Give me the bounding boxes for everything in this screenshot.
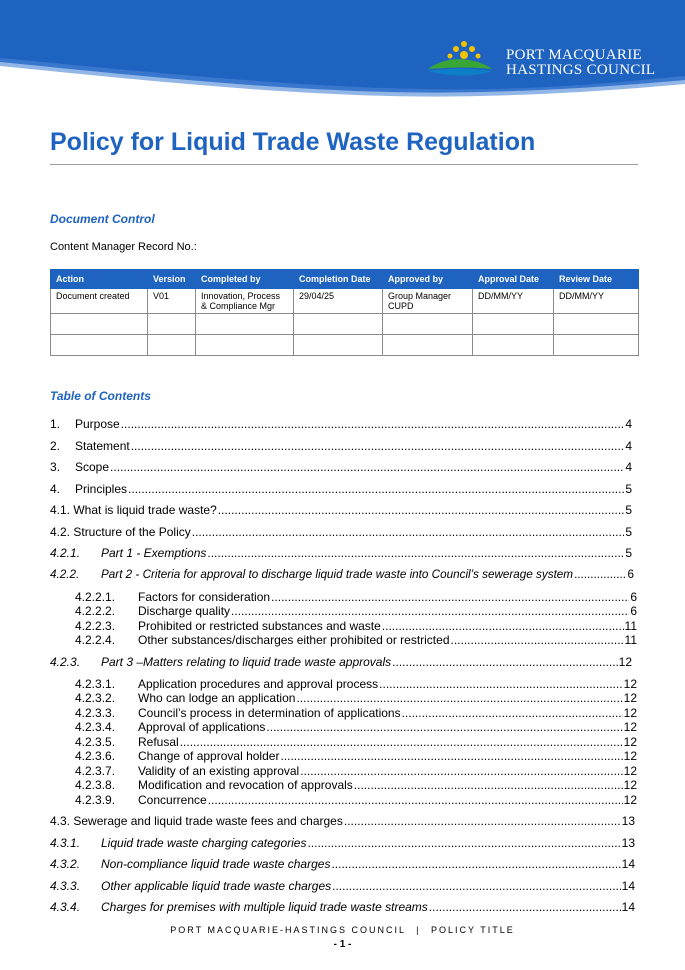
toc-leader [110,460,624,474]
table-cell: Document created [51,289,148,314]
toc-entry-title: Approval of applications [138,720,266,734]
toc-leader [451,633,624,647]
toc-entry-title: Purpose [75,417,120,431]
toc-entry-title: Council’s process in determination of applications [138,706,401,720]
column-header: Action [51,270,148,289]
toc-entry[interactable] [50,814,635,828]
toc-entry[interactable] [50,655,632,669]
toc-leader [180,735,623,749]
toc-entry-number: 4.2.3.6. [75,749,116,763]
toc-entry-page: 5 [625,546,632,560]
toc-entry-page: 12 [623,691,637,705]
table-cell [383,314,473,335]
toc-entry-title: Non-compliance liquid trade waste charges [101,857,331,871]
toc-entry-title: Scope [75,460,110,474]
footer-policy-title: POLICY TITLE [431,925,515,935]
toc-leader [131,439,625,453]
toc-leader [307,836,620,850]
toc-leader [121,417,625,431]
toc-entry[interactable] [50,503,632,517]
toc-entry-title: 4.2. Structure of the Policy [50,525,191,539]
table-cell [148,314,196,335]
toc-entry-title: Statement [75,439,130,453]
toc-leader [208,793,623,807]
toc-entry[interactable] [50,460,632,474]
column-header: Approval Date [473,270,554,289]
toc-entry-title: Validity of an existing approval [138,764,300,778]
toc-entry-number: 4.2.3. [50,655,81,669]
toc-entry[interactable] [75,706,637,720]
table-cell [51,314,148,335]
toc-entry-number: 2. [50,439,61,453]
toc-leader [354,778,623,792]
table-cell [554,335,639,356]
toc-entry[interactable] [75,677,637,691]
toc-leader [402,706,623,720]
toc-entry-number: 4.2.2. [50,568,80,581]
toc-entry[interactable] [50,900,635,914]
toc-entry-page: 5 [625,525,632,539]
toc-entry-number: 4.2.3.3. [75,706,116,720]
toc-leader [332,879,621,893]
toc-entry-number: 1. [50,417,61,431]
toc-entry-number: 4.2.2.1. [75,590,116,604]
toc-entry-page: 12 [623,720,637,734]
toc-entry[interactable] [50,568,634,582]
toc-entry-page: 4 [625,417,632,431]
toc-heading: Table of Contents [50,389,151,403]
table-cell [51,335,148,356]
toc-entry-number: 4.2.3.2. [75,691,116,705]
toc-entry-title: Prohibited or restricted substances and waste [138,619,381,633]
toc-entry-page: 14 [621,900,635,914]
toc-entry-number: 4.3.1. [50,836,81,850]
table-header-row [51,270,639,289]
toc-entry-number: 4.3.4. [50,900,81,914]
toc-entry-number: 4.2.2.2. [75,604,116,618]
page-number: - 1 - [333,939,352,950]
toc-entry[interactable] [75,590,637,604]
column-header: Version [148,270,196,289]
table-cell: Group Manager CUPD [383,289,473,314]
toc-entry[interactable] [50,879,635,893]
table-row [51,289,639,314]
toc-entry-page: 6 [630,590,637,604]
toc-entry[interactable] [75,793,637,807]
toc-entry-page: 13 [621,814,635,828]
toc-leader [207,546,624,560]
toc-entry-page: 12 [623,749,637,763]
toc-entry[interactable] [75,749,637,763]
toc-entry-page: 12 [623,764,637,778]
table-cell [196,314,294,335]
toc-entry-number: 4.2.3.7. [75,764,116,778]
toc-entry-title: Principles [75,482,128,496]
toc-entry-page: 6 [627,568,634,581]
toc-entry[interactable] [75,778,637,792]
table-cell: DD/MM/YY [473,289,554,314]
toc-entry-title: Part 3 –Matters relating to liquid trade waste approvals [101,655,392,669]
toc-entry-page: 14 [621,879,635,893]
toc-entry-page: 11 [624,619,637,633]
toc-entry-title: Other applicable liquid trade waste charges [101,879,332,893]
column-header: Completion Date [294,270,383,289]
toc-entry[interactable] [75,691,637,705]
toc-entry-title: Part 1 - Exemptions [101,546,207,560]
footer-separator: | [416,925,421,935]
toc-entry-number: 4.2.3.4. [75,720,116,734]
toc-entry-title: Concurrence [138,793,207,807]
toc-entry[interactable] [50,439,632,453]
toc-entry-title: Part 2 - Criteria for approval to discharge liquid trade waste into Council’s sewerage system [101,568,574,581]
toc-entry-title: Charges for premises with multiple liquid trade waste streams [101,900,428,914]
column-header: Completed by [196,270,294,289]
toc-entry-title: 4.3. Sewerage and liquid trade waste fees and charges [50,814,343,828]
table-cell: DD/MM/YY [554,289,639,314]
table-row [51,314,639,335]
document-control-heading: Document Control [50,212,155,226]
table-cell [148,335,196,356]
toc-entry-page: 11 [624,633,637,647]
toc-entry[interactable] [50,482,632,496]
toc-entry-title: Change of approval holder [138,749,280,763]
toc-leader [344,814,621,828]
toc-entry-number: 4.3.3. [50,879,81,893]
title-divider [50,164,638,165]
table-cell [473,335,554,356]
toc-leader [382,619,624,633]
toc-entry-title: Application procedures and approval process [138,677,379,691]
toc-entry-number: 4.2.3.8. [75,778,116,792]
toc-entry-number: 4.2.1. [50,546,81,560]
toc-entry-page: 4 [625,439,632,453]
toc-entry-title: Discharge quality [138,604,231,618]
toc-entry-page: 12 [623,706,637,720]
toc-entry-page: 13 [621,836,635,850]
toc-entry[interactable] [75,604,637,618]
toc-entry-title: Refusal [138,735,179,749]
toc-leader [192,525,625,539]
page-header-banner [0,0,685,108]
page-title: Policy for Liquid Trade Waste Regulation [50,128,536,156]
toc-entry-title: Factors for consideration [138,590,271,604]
table-cell [294,335,383,356]
toc-entry[interactable] [75,720,637,734]
toc-leader [280,749,622,763]
toc-entry-page: 5 [625,503,632,517]
toc-entry-page: 12 [623,735,637,749]
toc-entry-page: 5 [625,482,632,496]
council-name-line1: PORT MACQUARIE [506,47,642,63]
toc-entry[interactable] [50,857,635,871]
toc-leader [392,655,617,669]
toc-entry-page: 12 [618,655,632,669]
table-cell [294,314,383,335]
council-logo-icon [424,33,496,81]
table-cell [196,335,294,356]
toc-leader [296,691,622,705]
table-cell [473,314,554,335]
table-cell: 29/04/25 [294,289,383,314]
toc-leader [231,604,629,618]
toc-entry[interactable] [75,735,637,749]
toc-entry-number: 4.2.3.5. [75,735,116,749]
toc-entry-number: 4.2.2.3. [75,619,116,633]
toc-entry-page: 4 [625,460,632,474]
toc-entry-page: 6 [630,604,637,618]
toc-entry-number: 4.2.3.1. [75,677,116,691]
council-name [506,48,655,78]
document-control-table [50,269,639,356]
toc-entry[interactable] [75,764,637,778]
toc-entry[interactable] [75,633,637,647]
toc-entry[interactable] [50,417,632,431]
toc-entry-title: Who can lodge an application [138,691,296,705]
toc-entry-page: 12 [623,793,637,807]
table-cell: V01 [148,289,196,314]
table-row [51,335,639,356]
record-number-label: Content Manager Record No.: [50,241,197,253]
page-footer [0,925,685,935]
toc-entry-page: 14 [621,857,635,871]
toc-leader [300,764,622,778]
toc-entry[interactable] [50,546,632,560]
toc-entry-title: Modification and revocation of approvals [138,778,353,792]
toc-entry[interactable] [75,619,637,633]
toc-entry[interactable] [50,836,635,850]
toc-leader [128,482,624,496]
toc-entry[interactable] [50,525,632,539]
table-cell: Innovation, Process & Compliance Mgr [196,289,294,314]
toc-entry-title: Liquid trade waste charging categories [101,836,307,850]
table-cell [383,335,473,356]
toc-entry-title: Other substances/discharges either prohibited or restricted [138,633,450,647]
toc-leader [429,900,621,914]
council-name-line2: HASTINGS COUNCIL [506,62,656,78]
footer-council-name: PORT MACQUARIE-HASTINGS COUNCIL [170,925,406,935]
toc-entry-number: 4.3.2. [50,857,81,871]
toc-leader [271,590,629,604]
column-header: Approved by [383,270,473,289]
toc-leader [574,568,626,582]
column-header: Review Date [554,270,639,289]
toc-entry-page: 12 [623,677,637,691]
toc-entry-number: 3. [50,460,61,474]
toc-leader [218,503,625,517]
table-cell [554,314,639,335]
toc-leader [266,720,622,734]
toc-entry-number: 4. [50,482,61,496]
toc-leader [331,857,620,871]
toc-entry-number: 4.2.2.4. [75,633,116,647]
toc-entry-page: 12 [623,778,637,792]
toc-entry-number: 4.2.3.9. [75,793,116,807]
toc-entry-title: 4.1. What is liquid trade waste? [50,503,217,517]
toc-leader [379,677,622,691]
